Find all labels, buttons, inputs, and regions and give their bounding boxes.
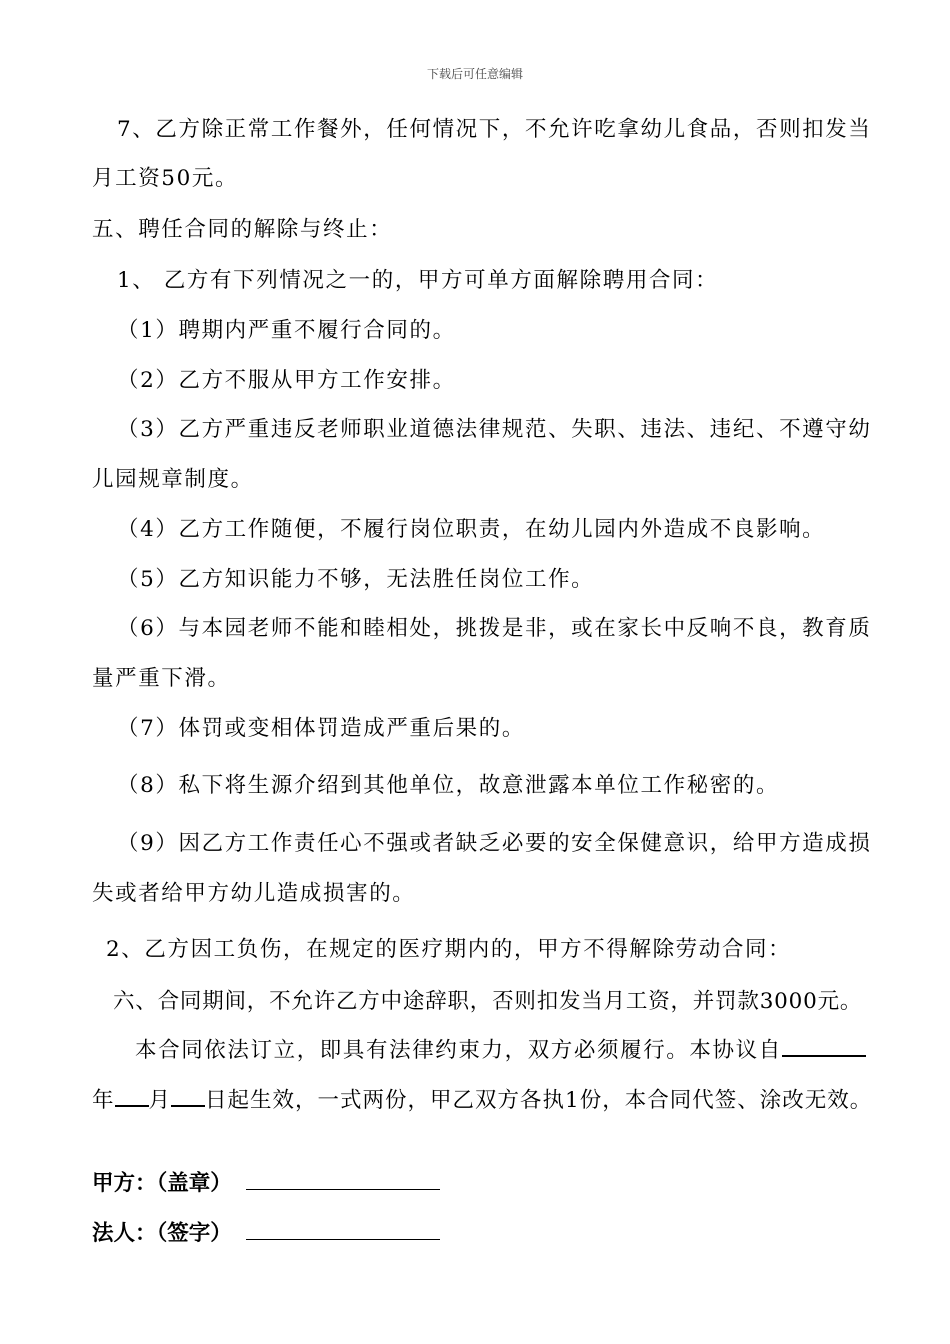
day-blank: [171, 1085, 205, 1107]
section-5-heading: 五、聘任合同的解除与终止：: [92, 217, 393, 242]
closing-line1: [135, 1033, 866, 1064]
item-5: （5）乙方知识能力不够，无法胜任岗位工作。: [117, 567, 595, 592]
item-9-line1: （9）因乙方工作责任心不强或者缺乏必要的安全保健意识，给甲方造成损: [117, 831, 872, 856]
clause-5-1: 1、 乙方有下列情况之一的，甲方可单方面解除聘用合同：: [117, 268, 719, 293]
clause-7-line2: 月工资50元。: [92, 166, 239, 191]
start-date-blank: [782, 1035, 866, 1057]
month-blank: [115, 1085, 149, 1107]
closing-text: 本合同依法订立，即具有法律约束力，双方必须履行。本协议自: [135, 1038, 782, 1063]
year-label: 年: [92, 1088, 115, 1113]
legal-person-signature-line: [246, 1239, 440, 1240]
section-6: 六、合同期间，不允许乙方中途辞职，否则扣发当月工资，并罚款3000元。: [113, 989, 863, 1014]
party-a-signature-line: [246, 1189, 440, 1190]
clause-5-2: 2、乙方因工负伤，在规定的医疗期内的，甲方不得解除劳动合同：: [106, 937, 792, 962]
item-6-line1: （6）与本园老师不能和睦相处，挑拨是非，或在家长中反响不良，教育质: [117, 616, 872, 641]
item-4: （4）乙方工作随便，不履行岗位职责，在幼儿园内外造成不良影响。: [117, 517, 826, 542]
page-header: 下载后可任意编辑: [426, 67, 523, 81]
item-3-line1: （3）乙方严重违反老师职业道德法律规范、失职、违法、违纪、不遵守幼: [117, 417, 872, 442]
item-7: （7）体罚或变相体罚造成严重后果的。: [117, 716, 525, 741]
item-1: （1）聘期内严重不履行合同的。: [117, 318, 456, 343]
legal-person-label: 法人：（签字）: [92, 1221, 232, 1246]
item-2: （2）乙方不服从甲方工作安排。: [117, 368, 456, 393]
clause-7-line1: 7、乙方除正常工作餐外，任何情况下，不允许吃拿幼儿食品，否则扣发当: [117, 117, 872, 142]
item-6-line2: 量严重下滑。: [92, 666, 231, 691]
item-8: （8）私下将生源介绍到其他单位，故意泄露本单位工作秘密的。: [117, 773, 780, 798]
item-9-line2: 失或者给甲方幼儿造成损害的。: [92, 881, 416, 906]
item-3-line2: 儿园规章制度。: [92, 467, 254, 492]
party-a-label: 甲方：（盖章）: [92, 1171, 232, 1196]
closing-rest: 日起生效，一式两份，甲乙双方各执1份，本合同代签、涂改无效。: [205, 1088, 873, 1113]
month-label: 月: [148, 1088, 172, 1113]
closing-line2: [92, 1083, 872, 1114]
